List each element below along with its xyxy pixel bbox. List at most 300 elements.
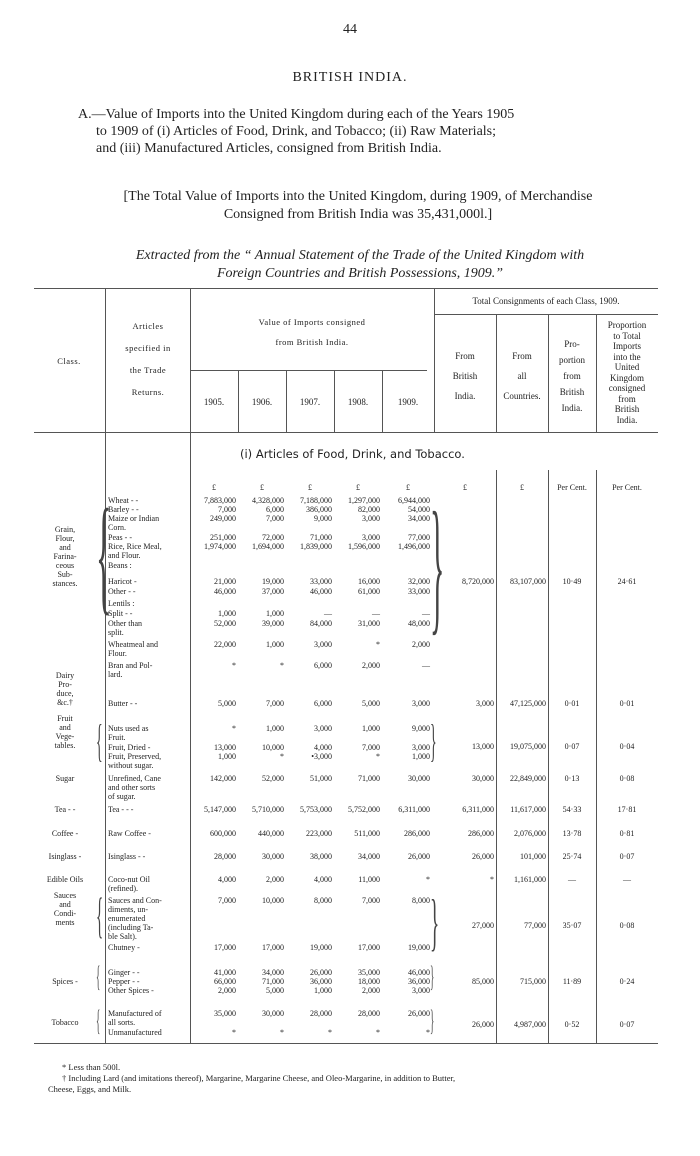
article-label: (refined). xyxy=(108,884,138,893)
total-all-cell: 77,000 xyxy=(524,921,546,930)
value-cell: 5,000 xyxy=(362,699,380,708)
table-bottom-rule xyxy=(34,1043,658,1044)
proportion-total-cell: 0·81 xyxy=(619,829,635,838)
header-line: specified in xyxy=(125,343,171,353)
value-cell: 33,000 xyxy=(310,577,332,586)
value-cell: 5,710,000 xyxy=(252,805,284,814)
article-label: Haricot - xyxy=(108,577,137,586)
value-cell: 54,000 xyxy=(408,505,430,514)
value-cell: 39,000 xyxy=(262,619,284,628)
value-cell: 41,000 xyxy=(214,968,236,977)
value-cell: * xyxy=(232,724,236,733)
value-cell: 10,000 xyxy=(262,896,284,905)
header-line: Returns. xyxy=(131,387,165,397)
footnote: Cheese, Eggs, and Milk. xyxy=(48,1084,132,1094)
article-label: Fruit, Dried - xyxy=(108,743,151,752)
value-cell: 2,000 xyxy=(218,986,236,995)
class-label: Sugar xyxy=(55,774,75,783)
article-label: Flour. xyxy=(108,649,127,658)
brace-glyph: { xyxy=(96,887,104,943)
article-label: Coco-nut Oil xyxy=(108,875,150,884)
proportion-total-cell: — xyxy=(623,875,631,884)
value-cell: 51,000 xyxy=(310,774,332,783)
header-line: to Total xyxy=(613,330,641,341)
value-cell: 34,000 xyxy=(262,968,284,977)
brace-glyph: } xyxy=(430,960,435,993)
value-cell: 71,000 xyxy=(310,533,332,542)
value-cell: 1,974,000 xyxy=(204,542,236,551)
totals-rule xyxy=(434,314,658,315)
total-all-cell: 19,075,000 xyxy=(510,742,546,751)
value-cell: 1,496,000 xyxy=(398,542,430,551)
total-all-cell: 22,849,000 xyxy=(510,774,546,783)
value-cell: 3,000 xyxy=(314,724,332,733)
value-cell: 71,000 xyxy=(262,977,284,986)
value-cell: 4,000 xyxy=(218,875,236,884)
header-line: Articles xyxy=(132,321,164,331)
column-rule xyxy=(496,470,497,1043)
unit-label: £ xyxy=(356,483,360,492)
value-cell: 1,000 xyxy=(218,609,236,618)
value-cell: — xyxy=(422,609,430,618)
value-cell: 2,000 xyxy=(362,986,380,995)
value-cell: 36,000 xyxy=(408,977,430,986)
unit-label: Per Cent. xyxy=(557,483,587,492)
class-label: Tea - - xyxy=(54,805,76,814)
header-from-all xyxy=(496,346,548,406)
header-line: from xyxy=(563,371,581,381)
value-cell: 17,000 xyxy=(262,943,284,952)
value-cell: 5,147,000 xyxy=(204,805,236,814)
proportion-total-cell: 0·08 xyxy=(619,921,635,930)
article-label: Unrefined, Cane xyxy=(108,774,161,783)
header-bottom-rule xyxy=(34,432,658,433)
article-label: Fruit. xyxy=(108,733,126,742)
header-line: from British India. xyxy=(275,337,349,347)
total-all-cell: 2,076,000 xyxy=(514,829,546,838)
value-cell: * xyxy=(280,661,284,670)
article-label: Split - - xyxy=(108,609,133,618)
value-cell: 26,000 xyxy=(408,1009,430,1018)
total-bi-cell: 26,000 xyxy=(472,852,494,861)
value-cell: 37,000 xyxy=(262,587,284,596)
value-cell: 82,000 xyxy=(358,505,380,514)
value-cell: 17,000 xyxy=(214,943,236,952)
value-cell: — xyxy=(372,609,380,618)
value-cell: 4,328,000 xyxy=(252,496,284,505)
header-line: Imports xyxy=(613,341,641,351)
proportion-from-cell: 13·78 xyxy=(562,829,582,838)
total-bi-cell: 26,000 xyxy=(472,1020,494,1029)
value-cell: 1,000 xyxy=(314,986,332,995)
value-cell: 286,000 xyxy=(404,829,430,838)
header-from-bi xyxy=(434,346,496,406)
header-line: United xyxy=(614,362,640,372)
article-label: Peas - - xyxy=(108,533,132,542)
value-cell: 46,000 xyxy=(310,587,332,596)
article-label: Lentils : xyxy=(108,599,135,608)
header-value-title xyxy=(190,312,434,352)
value-cell: 4,000 xyxy=(314,743,332,752)
value-cell: 1,297,000 xyxy=(348,496,380,505)
article-label: Nuts used as xyxy=(108,724,149,733)
article-label: (including Ta- xyxy=(108,923,154,932)
value-cell: 26,000 xyxy=(310,968,332,977)
value-cell: * xyxy=(280,1028,284,1037)
heading-line: and (iii) Manufactured Articles, consigned from British India. xyxy=(96,141,442,156)
value-cell: 38,000 xyxy=(310,852,332,861)
proportion-from-cell: 0·13 xyxy=(564,774,580,783)
unit-label: £ xyxy=(260,483,264,492)
header-line: Value of Imports consigned xyxy=(258,317,366,327)
total-all-cell: 83,107,000 xyxy=(510,577,546,586)
article-label: Chutney - xyxy=(108,943,140,952)
value-cell: 3,000 xyxy=(412,699,430,708)
value-cell: 21,000 xyxy=(214,577,236,586)
value-cell: 7,000 xyxy=(218,896,236,905)
footnote: † Including Lard (and imitations thereof), Margarine, Margarine Cheese, and Oleo-Margarine, in addition to Butter, xyxy=(62,1073,456,1083)
proportion-total-cell: 0·08 xyxy=(619,774,635,783)
article-label: split. xyxy=(108,628,124,637)
proportion-from-cell: — xyxy=(568,875,576,884)
value-cell: — xyxy=(324,609,332,618)
article-label: Tea - - - xyxy=(108,805,134,814)
value-cell: 6,000 xyxy=(314,661,332,670)
value-cell: 34,000 xyxy=(358,852,380,861)
value-cell: 511,000 xyxy=(354,829,380,838)
article-label: Bran and Pol- xyxy=(108,661,153,670)
article-label: Barley - - xyxy=(108,505,139,514)
value-cell: 1,000 xyxy=(218,752,236,761)
article-label: Ginger - - xyxy=(108,968,140,977)
page-title: BRITISH INDIA. xyxy=(292,70,408,85)
brace-glyph: } xyxy=(430,715,437,766)
proportion-total-cell: 24·61 xyxy=(617,577,637,586)
proportion-total-cell: 17·81 xyxy=(617,805,637,814)
total-value-note xyxy=(58,188,658,224)
header-class: Class. xyxy=(57,356,81,366)
value-cell: 1,596,000 xyxy=(348,542,380,551)
header-year: 1908. xyxy=(347,397,369,407)
article-label: and other sorts xyxy=(108,783,156,792)
unit-label: £ xyxy=(520,483,524,492)
value-cell: 9,000 xyxy=(412,724,430,733)
header-line: British xyxy=(559,387,585,397)
proportion-from-cell: 0·52 xyxy=(564,1020,580,1029)
total-bi-cell: 27,000 xyxy=(472,921,494,930)
value-cell: 3,000 xyxy=(314,640,332,649)
class-label: Isinglass - xyxy=(48,852,82,861)
article-label: Fruit, Preserved, xyxy=(108,752,162,761)
value-cell: 33,000 xyxy=(408,587,430,596)
total-all-cell: 715,000 xyxy=(520,977,546,986)
value-cell: * xyxy=(376,640,380,649)
value-cell: 66,000 xyxy=(214,977,236,986)
value-cell: 142,000 xyxy=(210,774,236,783)
value-cell: 5,000 xyxy=(218,699,236,708)
value-cell: * xyxy=(232,661,236,670)
proportion-total-cell: 0·04 xyxy=(619,742,635,751)
header-year: 1905. xyxy=(203,397,225,407)
article-label: Wheat - - xyxy=(108,496,139,505)
article-label: Pepper - - xyxy=(108,977,140,986)
value-cell: 18,000 xyxy=(358,977,380,986)
value-cell: 77,000 xyxy=(408,533,430,542)
value-cell: 3,000 xyxy=(362,514,380,523)
extract-line: Foreign Countries and British Possessions, 1909.” xyxy=(216,266,504,281)
article-label: Maize or Indian xyxy=(108,514,160,523)
value-cell: 3,000 xyxy=(362,533,380,542)
table-heading xyxy=(78,106,658,157)
class-label: Spices - xyxy=(52,977,78,986)
value-cell: 2,000 xyxy=(266,875,284,884)
unit-label: £ xyxy=(212,483,216,492)
proportion-from-cell: 35·07 xyxy=(562,921,582,930)
value-cell: 30,000 xyxy=(262,852,284,861)
total-all-cell: 1,161,000 xyxy=(514,875,546,884)
article-label: Corn. xyxy=(108,523,126,532)
value-cell: 1,000 xyxy=(266,640,284,649)
value-cell: 249,000 xyxy=(210,514,236,523)
value-cell: 11,000 xyxy=(358,875,380,884)
value-cell: 9,000 xyxy=(314,514,332,523)
article-label: Other - - xyxy=(108,587,136,596)
value-cell: 30,000 xyxy=(262,1009,284,1018)
header-line: Countries. xyxy=(503,391,541,401)
article-label: all sorts. xyxy=(108,1018,136,1027)
footnote: * Less than 500l. xyxy=(62,1062,121,1072)
header-line: British xyxy=(452,371,478,381)
article-label: and Flour. xyxy=(108,551,141,560)
value-cell: 16,000 xyxy=(358,577,380,586)
value-cell: 46,000 xyxy=(214,587,236,596)
article-label: lard. xyxy=(108,670,123,679)
total-bi-cell: 6,311,000 xyxy=(462,805,494,814)
total-bi-cell: 8,720,000 xyxy=(462,577,494,586)
value-cell: 7,000 xyxy=(218,505,236,514)
total-bi-cell: * xyxy=(490,875,494,884)
total-bi-cell: 13,000 xyxy=(472,742,494,751)
column-rule xyxy=(596,470,597,1043)
header-line: India. xyxy=(454,391,476,401)
header-proportion-from xyxy=(548,336,596,416)
value-cell: 1,000 xyxy=(362,724,380,733)
value-cell: 28,000 xyxy=(214,852,236,861)
value-cell: 19,000 xyxy=(262,577,284,586)
article-label: Wheatmeal and xyxy=(108,640,158,649)
page-number: 44 xyxy=(343,22,357,37)
value-cell: 61,000 xyxy=(358,587,380,596)
article-label: Butter - - xyxy=(108,699,138,708)
value-cell: 35,000 xyxy=(358,968,380,977)
header-line: India. xyxy=(561,403,583,413)
note-line: Consigned from British India was 35,431,000l.] xyxy=(223,207,493,222)
article-label: Rice, Rice Meal, xyxy=(108,542,162,551)
header-total-title: Total Consignments of each Class, 1909. xyxy=(472,296,620,306)
header-line: all xyxy=(517,371,527,381)
value-cell: * xyxy=(426,875,430,884)
value-cell: 35,000 xyxy=(214,1009,236,1018)
value-cell: 6,944,000 xyxy=(398,496,430,505)
article-label: diments, un- xyxy=(108,905,148,914)
article-label: Isinglass - - xyxy=(108,852,146,861)
header-articles xyxy=(106,320,190,399)
value-cell: 2,000 xyxy=(412,640,430,649)
value-cell: 31,000 xyxy=(358,619,380,628)
proportion-total-cell: 0·07 xyxy=(619,852,635,861)
article-label: Manufactured of xyxy=(108,1009,162,1018)
brace-glyph: } xyxy=(430,482,445,648)
proportion-from-cell: 25·74 xyxy=(562,852,582,861)
article-label: Raw Coffee - xyxy=(108,829,151,838)
article-label: Other than xyxy=(108,619,142,628)
brace-glyph: { xyxy=(96,960,101,993)
value-cell: 7,000 xyxy=(362,896,380,905)
value-cell: 6,311,000 xyxy=(398,805,430,814)
value-cell: 6,000 xyxy=(266,505,284,514)
header-year: 1909. xyxy=(397,397,419,407)
total-bi-cell: 3,000 xyxy=(476,699,494,708)
unit-label: £ xyxy=(463,483,467,492)
value-cell: 1,694,000 xyxy=(252,542,284,551)
article-label: Beans : xyxy=(108,561,132,570)
value-cell: •3,000 xyxy=(311,752,332,761)
header-year: 1907. xyxy=(299,397,321,407)
heading-line: A.—Value of Imports into the United Kingdom during each of the Years 1905 xyxy=(78,107,515,122)
total-all-cell: 47,125,000 xyxy=(510,699,546,708)
article-label: Unmanufactured xyxy=(108,1028,162,1037)
value-cell: 4,000 xyxy=(314,875,332,884)
total-all-cell: 11,617,000 xyxy=(510,805,546,814)
value-cell: 6,000 xyxy=(314,699,332,708)
value-cell: 1,000 xyxy=(266,609,284,618)
article-label: Sauces and Con- xyxy=(108,896,162,905)
total-bi-cell: 286,000 xyxy=(468,829,494,838)
value-cell: 34,000 xyxy=(408,514,430,523)
value-cell: 7,188,000 xyxy=(300,496,332,505)
value-cell: 28,000 xyxy=(310,1009,332,1018)
class-label: Dairy Pro- duce, &c.† xyxy=(55,670,75,707)
value-cell: 32,000 xyxy=(408,577,430,586)
value-cell: 1,000 xyxy=(412,752,430,761)
value-cell: 30,000 xyxy=(408,774,430,783)
value-cell: 19,000 xyxy=(310,943,332,952)
value-cell: 8,000 xyxy=(412,896,430,905)
article-label: enumerated xyxy=(108,914,146,923)
value-cell: 1,839,000 xyxy=(300,542,332,551)
source-note xyxy=(60,247,660,283)
proportion-total-cell: 0·24 xyxy=(619,977,635,986)
value-cell: 17,000 xyxy=(358,943,380,952)
total-all-cell: 4,987,000 xyxy=(514,1020,546,1029)
value-cell: — xyxy=(422,661,430,670)
value-cell: 5,752,000 xyxy=(348,805,380,814)
column-rule xyxy=(105,288,106,1043)
total-bi-cell: 30,000 xyxy=(472,774,494,783)
article-label: Other Spices - xyxy=(108,986,154,995)
value-cell: 5,753,000 xyxy=(300,805,332,814)
article-label: of sugar. xyxy=(108,792,136,801)
heading-line: to 1909 of (i) Articles of Food, Drink, and Tobacco; (ii) Raw Materials; xyxy=(96,124,497,139)
class-label: Fruit and Vege- tables. xyxy=(54,713,76,750)
value-cell: 72,000 xyxy=(262,533,284,542)
value-cell: 440,000 xyxy=(258,829,284,838)
value-cell: 8,000 xyxy=(314,896,332,905)
value-cell: 251,000 xyxy=(210,533,236,542)
total-bi-cell: 85,000 xyxy=(472,977,494,986)
value-cell: 5,000 xyxy=(266,986,284,995)
proportion-total-cell: 0·07 xyxy=(619,1020,635,1029)
unit-label: £ xyxy=(308,483,312,492)
value-cell: 3,000 xyxy=(412,743,430,752)
value-cell: * xyxy=(280,752,284,761)
article-label: ble Salt). xyxy=(108,932,137,941)
header-line: the Trade xyxy=(129,365,167,375)
class-label: Sauces and Condi- ments xyxy=(53,890,77,927)
proportion-total-cell: 0·01 xyxy=(619,699,635,708)
header-line: From xyxy=(455,351,475,361)
value-cell: * xyxy=(232,1028,236,1037)
note-line: [The Total Value of Imports into the United Kingdom, during 1909, of Merchandise xyxy=(123,189,593,204)
article-label: without sugar. xyxy=(108,761,154,770)
brace-glyph: { xyxy=(96,483,112,627)
class-label: Edible Oils xyxy=(46,875,84,884)
header-line: From xyxy=(512,351,532,361)
unit-label: £ xyxy=(406,483,410,492)
value-cell: 7,883,000 xyxy=(204,496,236,505)
proportion-from-cell: 10·49 xyxy=(562,577,582,586)
extract-line: Extracted from the “ Annual Statement of the Trade of the United Kingdom with xyxy=(135,248,585,263)
header-proportion-total xyxy=(596,320,658,425)
proportion-from-cell: 11·89 xyxy=(562,977,582,986)
value-cell: 223,000 xyxy=(306,829,332,838)
value-cell: 84,000 xyxy=(310,619,332,628)
value-cell: * xyxy=(328,1028,332,1037)
value-cell: 28,000 xyxy=(358,1009,380,1018)
value-cell: 71,000 xyxy=(358,774,380,783)
value-cell: 7,000 xyxy=(266,699,284,708)
brace-glyph: { xyxy=(96,1004,101,1037)
header-line: portion xyxy=(559,355,585,365)
years-rule xyxy=(190,370,427,371)
section-title: (i) Articles of Food, Drink, and Tobacco. xyxy=(240,447,465,461)
value-cell: 22,000 xyxy=(214,640,236,649)
header-line: into the xyxy=(613,351,641,362)
proportion-from-cell: 54·33 xyxy=(562,805,582,814)
header-line: consigned xyxy=(608,383,646,393)
value-cell: 7,000 xyxy=(266,514,284,523)
column-rule xyxy=(548,470,549,1043)
class-label: Grain, Flour, and Farina- ceous Sub- stances. xyxy=(52,525,78,588)
value-cell: 46,000 xyxy=(408,968,430,977)
value-cell: 48,000 xyxy=(408,619,430,628)
brace-glyph: } xyxy=(430,1004,435,1037)
value-cell: 13,000 xyxy=(214,743,236,752)
value-cell: 600,000 xyxy=(210,829,236,838)
table-top-rule xyxy=(34,288,658,289)
class-label: Coffee - xyxy=(51,829,79,838)
value-cell: 3,000 xyxy=(412,986,430,995)
value-cell: 386,000 xyxy=(306,505,332,514)
brace-glyph: } xyxy=(430,886,440,957)
header-year: 1906. xyxy=(251,397,273,407)
header-line: British xyxy=(614,404,640,414)
value-cell: * xyxy=(376,752,380,761)
total-all-cell: 101,000 xyxy=(520,852,546,861)
proportion-from-cell: 0·07 xyxy=(564,742,580,751)
value-cell: 7,000 xyxy=(362,743,380,752)
header-line: Proportion xyxy=(607,320,647,330)
